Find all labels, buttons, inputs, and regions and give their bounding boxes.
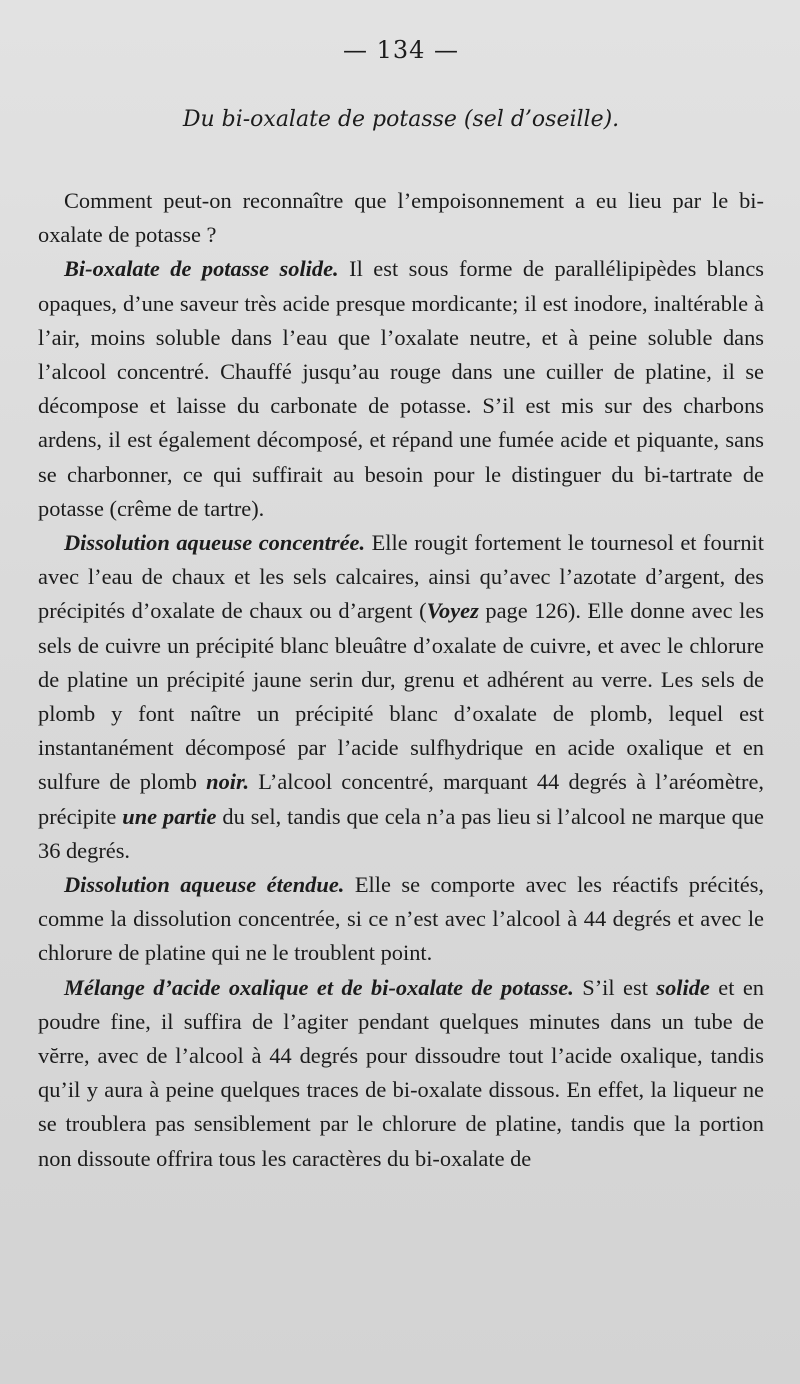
section-title: Du bi-oxalate de potasse (sel d’oseille). [182,107,620,132]
paragraph-text: L’alcool concentré, marquant 44 degrés à l’aréomètre, précipite [38,769,764,829]
page-number: — 134 — [342,36,460,64]
paragraph-concentrated [38,526,764,868]
paragraph-solid [38,252,764,526]
paragraph-dilute [38,868,764,971]
paragraph-text: Il est sous forme de parallélipipèdes blancs opaques, d’une saveur très acide presque mordicante; il est inodore, inaltérable à l’air, moins soluble dans l’eau que l’oxalate neutre, et à peine soluble dans l’alcool concentré. Chauffé jusqu’au rouge dans une cuiller de platine, il se décompose et laisse du carbonate de potasse. S’il est mis sur des charbons ardens, il est également décomposé, et répand une fumée acide et piquante, sans se charbonner, ce qui suffirait au besoin pour le distinguer du bi-tartrate de potasse (crême de tartre). [38,256,765,521]
emphasis-une-partie: une partie [122,803,217,829]
paragraph-question [38,184,764,252]
paragraph-lead: Dissolution aqueuse concentrée. [64,530,366,556]
emphasis-solide: solide [656,974,710,1000]
paragraph-text: page 126). Elle donne avec les sels de cuivre un précipité blanc bleuâtre d’oxalate de cuivre, et avec le chlorure de platine un précipité jaune serin dur, grenu et adhérent au verre. Les sels de plomb y font naître un précipité blanc d’oxalate de plomb, lequel est instantanément décomposé par l’acide sulfhydrique en acide oxalique et en sulfure de plomb [38,598,764,795]
emphasis-noir: noir. [206,769,250,795]
paragraph-text: Elle rougit fortement le tournesol et fournit avec l’eau de chaux et les sels calcaires, ainsi qu’avec l’azotate d’argent, des précipités d’oxalate de chaux ou d’argent ( [38,530,764,624]
paragraph-lead: Mélange d’acide oxalique et de bi-oxalate de potasse. [64,974,574,1000]
paragraph-mixture [38,971,764,1176]
paragraph-text: S’il est [573,974,657,1000]
paragraph-text: et en poudre fine, il suffira de l’agiter pendant quelques minutes dans un tube de vĕrre, avec de l’alcool à 44 degrés pour dissoudre tout l’acide oxalique, tandis qu’il y aura à peine quelques traces de bi-oxalate dissous. En effet, la liqueur ne se troublera pas sensiblement par le chlorure de platine, tandis que la portion non dissoute offrira tous les caractères du bi-oxalate de [38,974,764,1171]
paragraph-text: Comment peut-on reconnaître que l’empoisonnement a eu lieu par le bi-oxalate de potasse ? [38,188,764,248]
emphasis-voyez: Voyez [426,598,479,624]
paragraph-lead: Bi-oxalate de potasse solide. [64,256,339,282]
paragraph-lead: Dissolution aqueuse étendue. [64,872,345,898]
paragraph-text: Elle se comporte avec les réactifs précités, comme la dissolution concentrée, si ce n’est avec l’alcool à 44 degrés et avec le chlorure de platine qui ne le troublent point. [38,872,765,966]
paragraph-text: du sel, tandis que cela n’a pas lieu si l’alcool ne marque que 36 degrés. [38,803,764,863]
